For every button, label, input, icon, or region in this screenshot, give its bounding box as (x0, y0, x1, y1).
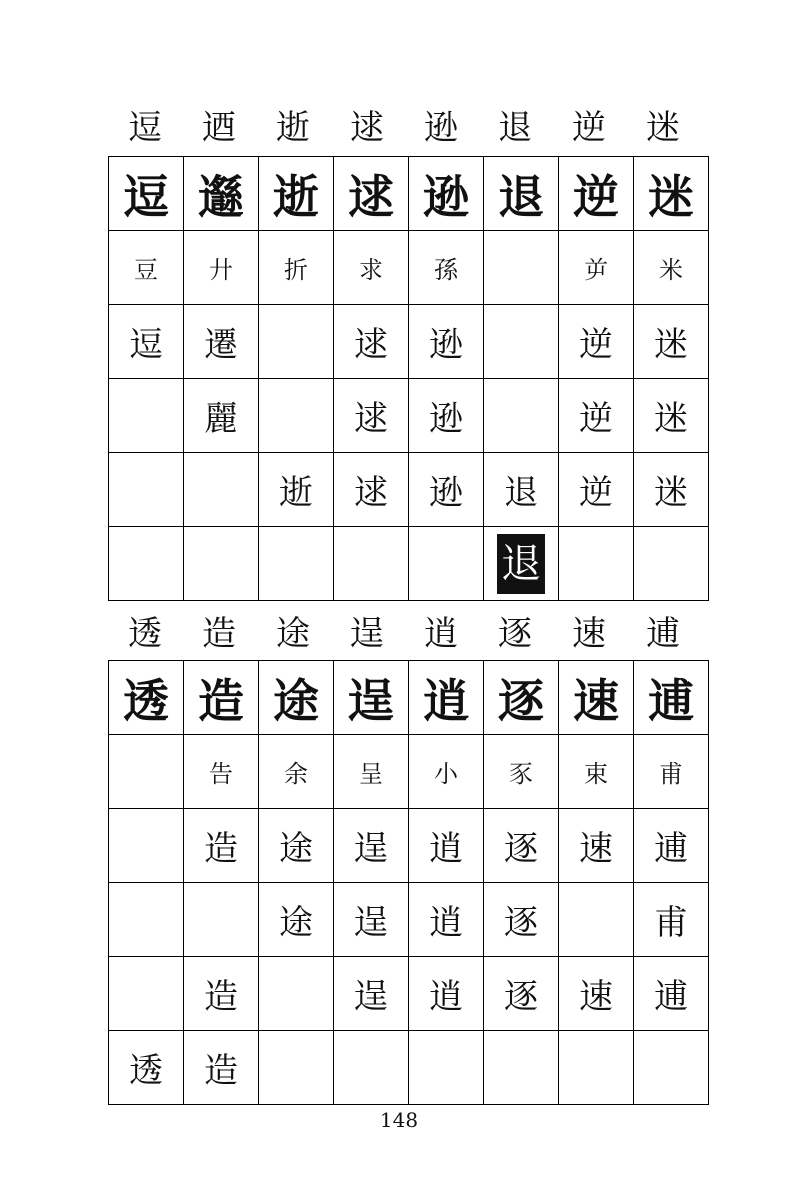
ancient-glyph: 迷 (654, 325, 688, 365)
glyph-cell (109, 453, 184, 527)
glyph-cell (634, 305, 709, 379)
header-char: 逝 (276, 108, 310, 148)
glyph-row (109, 883, 709, 957)
ancient-glyph: 逞 (354, 829, 388, 869)
glyph-table-2 (108, 660, 709, 1105)
ancient-glyph: 屰 (584, 256, 608, 284)
header-char: 逊 (424, 108, 458, 148)
glyph-cell (184, 379, 259, 453)
glyph-table-1 (108, 156, 709, 601)
ancient-glyph: 甫 (654, 903, 688, 943)
ancient-glyph: 途 (273, 673, 319, 728)
glyph-cell (634, 231, 709, 305)
glyph-cell (184, 305, 259, 379)
glyph-cell (259, 379, 334, 453)
ancient-glyph: 速 (579, 977, 613, 1017)
glyph-cell (559, 809, 634, 883)
ancient-glyph: 邎 (198, 169, 244, 224)
glyph-cell (259, 957, 334, 1031)
ancient-glyph: 麗 (204, 399, 238, 439)
glyph-cell (634, 661, 709, 735)
glyph-cell (634, 809, 709, 883)
glyph-cell (559, 883, 634, 957)
glyph-cell (409, 453, 484, 527)
header-char: 速 (572, 614, 606, 654)
ancient-glyph: 束 (584, 760, 608, 788)
ancient-glyph: 逊 (429, 473, 463, 513)
glyph-cell (259, 1031, 334, 1105)
glyph-row (109, 305, 709, 379)
glyph-cell (559, 305, 634, 379)
ancient-glyph: 呈 (359, 760, 383, 788)
ancient-glyph: 豕 (509, 760, 533, 788)
ancient-glyph: 逞 (354, 903, 388, 943)
header-char: 逍 (424, 614, 458, 654)
ancient-glyph: 求 (359, 256, 383, 284)
glyph-cell (559, 157, 634, 231)
ancient-glyph: 造 (204, 829, 238, 869)
glyph-row (109, 661, 709, 735)
glyph-cell (484, 305, 559, 379)
header-char: 逑 (350, 108, 384, 148)
glyph-row (109, 1031, 709, 1105)
ancient-glyph: 逑 (354, 473, 388, 513)
ancient-glyph: 逍 (429, 903, 463, 943)
header-char: 逆 (572, 108, 606, 148)
glyph-cell (559, 379, 634, 453)
glyph-cell (409, 527, 484, 601)
ancient-glyph: 逍 (429, 977, 463, 1017)
ancient-glyph: 小 (434, 760, 458, 788)
glyph-cell (484, 809, 559, 883)
ancient-glyph: 逑 (354, 325, 388, 365)
glyph-cell (634, 379, 709, 453)
page-number: 148 (379, 1108, 419, 1132)
glyph-cell (184, 527, 259, 601)
glyph-cell (484, 453, 559, 527)
glyph-cell (259, 809, 334, 883)
glyph-cell (409, 957, 484, 1031)
glyph-cell (484, 735, 559, 809)
ancient-glyph: 造 (198, 673, 244, 728)
glyph-cell (409, 883, 484, 957)
glyph-cell (409, 379, 484, 453)
glyph-cell (484, 883, 559, 957)
glyph-cell (259, 883, 334, 957)
ancient-glyph: 逐 (504, 829, 538, 869)
glyph-cell (334, 735, 409, 809)
ancient-glyph: 迷 (648, 169, 694, 224)
glyph-cell (634, 957, 709, 1031)
glyph-cell (334, 809, 409, 883)
glyph-cell (334, 231, 409, 305)
glyph-cell (184, 453, 259, 527)
ancient-glyph: 逍 (423, 673, 469, 728)
glyph-cell (109, 157, 184, 231)
ancient-glyph: 豆 (134, 256, 158, 284)
seal-glyph: 退 (497, 534, 545, 594)
glyph-cell (409, 231, 484, 305)
ancient-glyph: 余 (284, 760, 308, 788)
glyph-row (109, 231, 709, 305)
glyph-cell (184, 957, 259, 1031)
glyph-row (109, 735, 709, 809)
ancient-glyph: 退 (504, 473, 538, 513)
glyph-cell (109, 231, 184, 305)
glyph-cell (259, 305, 334, 379)
glyph-row (109, 809, 709, 883)
header-row-1 (108, 104, 700, 152)
glyph-cell (334, 883, 409, 957)
ancient-glyph: 逋 (654, 829, 688, 869)
glyph-cell (409, 157, 484, 231)
ancient-glyph: 逆 (573, 169, 619, 224)
glyph-cell (484, 957, 559, 1031)
ancient-glyph: 逐 (504, 903, 538, 943)
glyph-cell (559, 527, 634, 601)
glyph-cell (109, 305, 184, 379)
glyph-cell (184, 661, 259, 735)
glyph-cell (109, 379, 184, 453)
glyph-row (109, 527, 709, 601)
glyph-cell (259, 453, 334, 527)
ancient-glyph: 逞 (348, 673, 394, 728)
glyph-cell (334, 527, 409, 601)
glyph-row (109, 157, 709, 231)
glyph-cell (109, 527, 184, 601)
glyph-cell (409, 305, 484, 379)
ancient-glyph: 折 (284, 256, 308, 284)
glyph-cell (484, 379, 559, 453)
glyph-cell (334, 379, 409, 453)
glyph-cell (634, 735, 709, 809)
ancient-glyph: 逆 (579, 473, 613, 513)
header-char: 透 (128, 614, 162, 654)
ancient-glyph: 造 (204, 977, 238, 1017)
glyph-row (109, 453, 709, 527)
glyph-cell (259, 231, 334, 305)
glyph-cell (484, 157, 559, 231)
header-char: 逗 (128, 108, 162, 148)
ancient-glyph: 退 (498, 169, 544, 224)
glyph-cell (184, 231, 259, 305)
header-char: 途 (276, 614, 310, 654)
glyph-cell (109, 957, 184, 1031)
glyph-cell (409, 1031, 484, 1105)
glyph-cell (559, 735, 634, 809)
glyph-cell (559, 1031, 634, 1105)
glyph-cell (484, 527, 559, 601)
glyph-cell (409, 661, 484, 735)
header-char: 迷 (646, 108, 680, 148)
glyph-row (109, 379, 709, 453)
glyph-cell (634, 453, 709, 527)
ancient-glyph: 孫 (434, 256, 458, 284)
ancient-glyph: 遷 (204, 325, 238, 365)
ancient-glyph: 逐 (504, 977, 538, 1017)
glyph-cell (184, 883, 259, 957)
glyph-cell (259, 157, 334, 231)
ancient-glyph: 途 (279, 903, 313, 943)
ancient-glyph: 逊 (429, 399, 463, 439)
ancient-glyph: 途 (279, 829, 313, 869)
ancient-glyph: 迷 (654, 473, 688, 513)
glyph-cell (109, 735, 184, 809)
ancient-glyph: 逆 (579, 399, 613, 439)
ancient-glyph: 逊 (429, 325, 463, 365)
ancient-glyph: 逗 (129, 325, 163, 365)
header-char: 造 (202, 614, 236, 654)
glyph-cell (334, 453, 409, 527)
glyph-cell (409, 809, 484, 883)
ancient-glyph: 逋 (648, 673, 694, 728)
glyph-cell (484, 231, 559, 305)
glyph-cell (109, 883, 184, 957)
glyph-cell (634, 527, 709, 601)
glyph-row (109, 957, 709, 1031)
ancient-glyph: 廾 (209, 256, 233, 284)
glyph-cell (334, 661, 409, 735)
ancient-glyph: 造 (204, 1051, 238, 1091)
glyph-cell (259, 527, 334, 601)
glyph-cell (109, 809, 184, 883)
ancient-glyph: 逝 (273, 169, 319, 224)
glyph-cell (559, 957, 634, 1031)
ancient-glyph: 米 (659, 256, 683, 284)
glyph-cell (184, 735, 259, 809)
glyph-cell (109, 661, 184, 735)
ancient-glyph: 逊 (423, 169, 469, 224)
ancient-glyph: 逆 (579, 325, 613, 365)
header-char: 迺 (202, 108, 236, 148)
ancient-glyph: 逝 (279, 473, 313, 513)
header-row-2 (108, 610, 700, 658)
ancient-glyph: 逗 (123, 169, 169, 224)
ancient-glyph: 迷 (654, 399, 688, 439)
ancient-glyph: 逋 (654, 977, 688, 1017)
header-char: 退 (498, 108, 532, 148)
glyph-cell (334, 157, 409, 231)
glyph-cell (559, 453, 634, 527)
glyph-cell (559, 231, 634, 305)
ancient-glyph: 透 (129, 1051, 163, 1091)
ancient-glyph: 逑 (354, 399, 388, 439)
glyph-cell (559, 661, 634, 735)
glyph-cell (259, 735, 334, 809)
ancient-glyph: 逑 (348, 169, 394, 224)
glyph-cell (484, 661, 559, 735)
header-char: 逋 (646, 614, 680, 654)
glyph-cell (184, 809, 259, 883)
glyph-cell (184, 157, 259, 231)
ancient-glyph: 告 (209, 760, 233, 788)
header-char: 逐 (498, 614, 532, 654)
glyph-cell (634, 883, 709, 957)
glyph-cell (259, 661, 334, 735)
glyph-cell (334, 957, 409, 1031)
ancient-glyph: 透 (123, 673, 169, 728)
glyph-cell (184, 1031, 259, 1105)
glyph-cell (634, 157, 709, 231)
glyph-cell (334, 305, 409, 379)
ancient-glyph: 逍 (429, 829, 463, 869)
header-char: 逞 (350, 614, 384, 654)
glyph-cell (484, 1031, 559, 1105)
glyph-cell (409, 735, 484, 809)
ancient-glyph: 逐 (498, 673, 544, 728)
ancient-glyph: 速 (579, 829, 613, 869)
glyph-cell (334, 1031, 409, 1105)
ancient-glyph: 逞 (354, 977, 388, 1017)
ancient-glyph: 甫 (659, 760, 683, 788)
glyph-cell (634, 1031, 709, 1105)
ancient-glyph: 速 (573, 673, 619, 728)
glyph-cell (109, 1031, 184, 1105)
